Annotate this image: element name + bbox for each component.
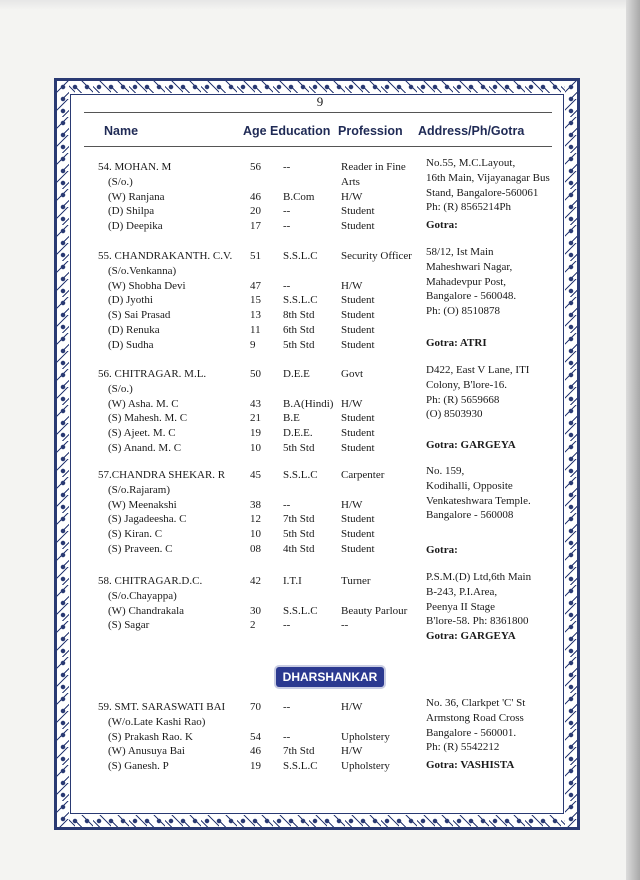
address-line: Bangalore - 560008 — [426, 509, 514, 522]
border-top-band — [57, 81, 577, 93]
gotra-label: Gotra: — [426, 544, 458, 556]
address-line: 58/12, Ist Main — [426, 246, 494, 258]
member-profession: Student — [341, 294, 375, 307]
member-profession: Turner — [341, 575, 371, 587]
member-age: 51 — [250, 250, 261, 262]
member-name: (W) Shobha Devi — [108, 279, 186, 292]
member-education: -- — [283, 205, 291, 218]
member-name: (W) Chandrakala — [108, 604, 185, 617]
member-name: (W) Anusuya Bai — [108, 745, 185, 758]
member-head-name: 56. CHITRAGAR. M.L. — [98, 368, 207, 380]
member-profession: H/W — [341, 397, 363, 410]
member-education: -- — [283, 730, 291, 743]
member-name: (S) Prakash Rao. K — [108, 730, 193, 743]
member-age: 21 — [250, 412, 261, 425]
address-line: Kodihalli, Opposite — [426, 479, 513, 492]
address-line: Ph: (R) 5542212 — [426, 741, 500, 754]
member-age: 54 — [250, 730, 261, 743]
member-education: B.Com — [283, 190, 315, 203]
address-line: Ph: (R) 5659668 — [426, 393, 500, 406]
address-line: (O) 8503930 — [426, 408, 483, 421]
address-line: No. 36, Clarkpet 'C' St — [426, 697, 526, 709]
member-name: (D) Renuka — [108, 324, 160, 336]
member-age: 2 — [250, 619, 256, 632]
member-name: (S) Sagar — [108, 619, 150, 632]
member-education: S.S.L.C — [283, 604, 318, 617]
member-name: (S) Jagadeesha. C — [108, 513, 187, 526]
member-age: 46 — [250, 745, 261, 758]
member-profession: Beauty Parlour — [341, 604, 408, 617]
member-education: B.E — [283, 412, 300, 425]
address-line: Stand, Bangalore-560061 — [426, 186, 539, 199]
member-age: 50 — [250, 368, 261, 380]
address-line: D422, East V Lane, ITI — [426, 364, 530, 376]
member-age: 38 — [250, 498, 261, 511]
member-profession: Reader in Fine — [341, 161, 406, 173]
member-age: 56 — [250, 161, 261, 173]
member-education: -- — [283, 220, 291, 233]
border-right-band — [565, 81, 577, 827]
member-age: 9 — [250, 338, 256, 351]
member-education: 5th Std — [283, 442, 315, 454]
member-age: 47 — [250, 279, 261, 292]
member-profession: H/W — [341, 701, 363, 713]
member-education: 5th Std — [283, 528, 315, 541]
address-line: No.55, M.C.Layout, — [426, 157, 516, 169]
member-education: I.T.I — [283, 575, 302, 587]
member-profession: Student — [341, 309, 375, 322]
address-line: Colony, B'lore-16. — [426, 378, 508, 391]
member-profession: Student — [341, 528, 375, 541]
header-name: Name — [104, 124, 139, 138]
member-profession: H/W — [341, 279, 363, 292]
member-name: (S/o.Chayappa) — [108, 589, 177, 602]
scan-top-shade — [0, 0, 640, 10]
header-profession: Profession — [338, 124, 403, 138]
header-top-rule — [84, 112, 552, 113]
member-education: S.S.L.C — [283, 250, 318, 262]
member-age: 19 — [250, 760, 261, 773]
member-name: (S) Ganesh. P — [108, 760, 169, 773]
member-age: 11 — [250, 324, 261, 336]
member-profession: Student — [341, 543, 375, 555]
member-education: -- — [283, 619, 291, 632]
address-line: No. 159, — [426, 465, 465, 477]
member-profession: Student — [341, 513, 375, 526]
member-name: (W/o.Late Kashi Rao) — [108, 715, 206, 728]
member-age: 12 — [250, 513, 261, 526]
member-name: (S) Sai Prasad — [108, 309, 171, 322]
member-name: (W) Ranjana — [108, 190, 165, 203]
member-education: -- — [283, 161, 291, 173]
address-line: 16th Main, Vijayanagar Bus — [426, 171, 550, 184]
member-education: 5th Std — [283, 338, 315, 351]
member-age: 08 — [250, 543, 261, 555]
member-name: (W) Meenakshi — [108, 498, 177, 511]
member-name: (W) Asha. M. C — [108, 397, 179, 410]
header-age: Age — [243, 124, 267, 138]
gotra-label: Gotra: ATRI — [426, 337, 487, 349]
member-age: 70 — [250, 701, 261, 713]
address-line: Mahadevpur Post, — [426, 275, 507, 288]
gotra-label: Gotra: — [426, 219, 458, 231]
member-education: D.E.E — [283, 368, 310, 380]
member-age: 20 — [250, 205, 261, 218]
header-address: Address/Ph/Gotra — [418, 124, 525, 138]
gotra-label: Gotra: GARGEYA — [426, 630, 516, 642]
member-name: (D) Deepika — [108, 220, 163, 233]
member-education: B.A(Hindi) — [283, 397, 334, 410]
member-education: 6th Std — [283, 324, 315, 336]
member-name: (S) Ajeet. M. C — [108, 427, 176, 440]
member-profession: Student — [341, 338, 375, 351]
member-education: 4th Std — [283, 543, 315, 555]
member-head-name: 59. SMT. SARASWATI BAI — [98, 701, 226, 713]
member-head-name: 58. CHITRAGAR.D.C. — [98, 575, 203, 587]
member-profession: Student — [341, 442, 375, 454]
border-left-band — [57, 81, 69, 827]
gotra-label: Gotra: VASHISTA — [426, 759, 515, 771]
member-education: D.E.E. — [283, 427, 313, 440]
member-profession: Upholstery — [341, 730, 390, 743]
member-name: (S/o.Venkanna) — [108, 264, 177, 277]
member-profession: Security Officer — [341, 250, 412, 262]
member-education: S.S.L.C — [283, 294, 318, 307]
header-bottom-rule — [84, 146, 552, 147]
member-education: 8th Std — [283, 309, 315, 322]
address-line: B'lore-58. Ph: 8361800 — [426, 615, 529, 628]
member-profession: H/W — [341, 190, 363, 203]
member-head-name: 54. MOHAN. M — [98, 161, 172, 173]
member-education: 7th Std — [283, 513, 315, 526]
address-line: Ph: (O) 8510878 — [426, 305, 500, 318]
member-profession: Upholstery — [341, 760, 390, 773]
member-age: 19 — [250, 427, 261, 440]
member-profession: Student — [341, 324, 375, 336]
member-name: (D) Shilpa — [108, 205, 155, 218]
member-age: 30 — [250, 604, 261, 617]
member-age: 46 — [250, 190, 261, 203]
member-profession: Student — [341, 412, 375, 425]
address-line: Ph: (R) 8565214Ph — [426, 201, 511, 214]
member-head-name: 57.CHANDRA SHEKAR. R — [98, 469, 226, 481]
member-education: -- — [283, 498, 291, 511]
page-number: 9 — [316, 94, 324, 109]
gotra-label: Gotra: GARGEYA — [426, 439, 516, 451]
member-age: 42 — [250, 575, 261, 587]
member-profession: -- — [341, 619, 349, 632]
member-name: (S/o.Rajaram) — [108, 483, 171, 496]
member-name: (S) Kiran. C — [108, 528, 163, 541]
member-profession: Student — [341, 205, 375, 218]
address-line: Bangalore - 560048. — [426, 290, 517, 303]
address-line: P.S.M.(D) Ltd,6th Main — [426, 571, 532, 583]
member-age: 43 — [250, 397, 261, 410]
border-bottom-band — [57, 815, 577, 827]
member-profession: Student — [341, 220, 375, 233]
member-profession: Student — [341, 427, 375, 440]
member-age: 45 — [250, 469, 261, 481]
member-profession: Govt — [341, 368, 363, 380]
address-line: Bangalore - 560001. — [426, 726, 517, 739]
member-name: (S/o.) — [108, 382, 133, 395]
member-education: S.S.L.C — [283, 760, 318, 773]
address-line: B-243, P.I.Area, — [426, 585, 498, 598]
member-age: 15 — [250, 294, 261, 307]
header-education: Education — [270, 124, 331, 138]
member-name: (S) Mahesh. M. C — [108, 412, 188, 425]
member-profession: H/W — [341, 498, 363, 511]
member-name: (S) Praveen. C — [108, 543, 173, 555]
address-line: Peenya II Stage — [426, 600, 496, 613]
member-age: 10 — [250, 528, 261, 541]
section-banner: DHARSHANKAR — [276, 667, 384, 687]
member-age: 10 — [250, 442, 261, 454]
member-education: -- — [283, 279, 291, 292]
member-profession: Arts — [341, 175, 360, 188]
address-line: Venkateshwara Temple. — [426, 494, 531, 507]
member-head-name: 55. CHANDRAKANTH. C.V. — [98, 250, 233, 262]
member-name: (S) Anand. M. C — [108, 442, 182, 454]
member-name: (D) Sudha — [108, 338, 154, 351]
member-profession: Carpenter — [341, 469, 385, 481]
member-education: -- — [283, 701, 291, 713]
member-name: (S/o.) — [108, 175, 133, 188]
member-age: 13 — [250, 309, 261, 322]
member-profession: H/W — [341, 745, 363, 758]
address-line: Armstong Road Cross — [426, 711, 524, 724]
member-age: 17 — [250, 220, 261, 233]
member-education: 7th Std — [283, 745, 315, 758]
scan-right-edge — [626, 0, 640, 880]
address-line: Maheshwari Nagar, — [426, 260, 513, 273]
member-name: (D) Jyothi — [108, 294, 153, 307]
member-education: S.S.L.C — [283, 469, 318, 481]
